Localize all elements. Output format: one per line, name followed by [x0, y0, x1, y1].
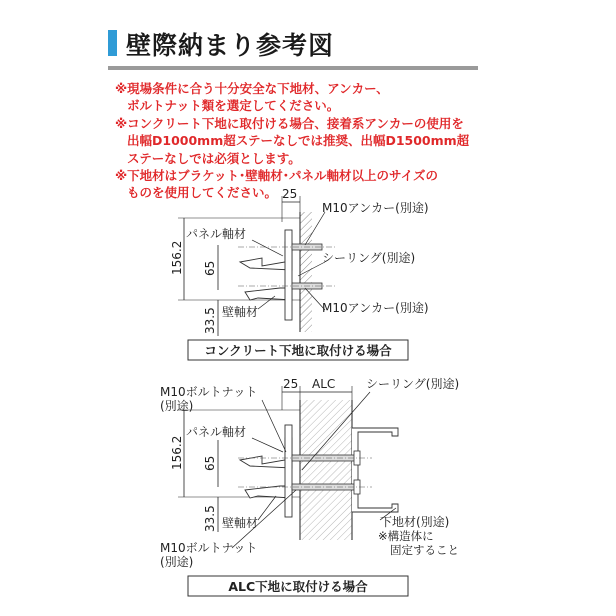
label-bolt-top-line1: M10ボルトナット	[160, 385, 258, 399]
label-bolt-top-line2: (別途)	[160, 399, 194, 413]
caption-alc: ALC下地に取付ける場合	[228, 579, 368, 594]
substrate-channel	[352, 428, 398, 512]
note-line: ※下地材はブラケット･壁軸材･パネル軸材以上のサイズの	[115, 168, 439, 184]
panel-axis-profile	[240, 438, 292, 468]
panel-axis-profile	[240, 242, 292, 270]
alc-wall	[300, 400, 352, 540]
dim-label-25: 25	[282, 187, 298, 201]
label-structure-line1: ※構造体に	[378, 529, 434, 543]
label-anchor-top: M10アンカー(別途)	[322, 201, 429, 215]
label-sealing: シーリング(別途)	[366, 377, 460, 391]
label-wall-axis: 壁軸材	[222, 305, 259, 319]
label-structure-line2: 固定すること	[390, 543, 459, 557]
label-bolt-bottom-line1: M10ボルトナット	[160, 541, 258, 555]
bracket	[285, 230, 292, 320]
concrete-diagram	[170, 187, 429, 360]
note-line: 出幅D1000mm超ステーなしでは推奨、出幅D1500mm超	[127, 133, 470, 149]
dim-label-65: 65	[203, 455, 217, 471]
alc-diagram	[160, 376, 459, 596]
note-line: ボルトナット類を選定してください。	[127, 98, 340, 114]
dim-label-156-2: 156.2	[170, 240, 184, 275]
label-panel-axis: パネル軸材	[186, 425, 247, 439]
label-substrate: 下地材(別途)	[380, 515, 450, 529]
label-wall-axis: 壁軸材	[222, 516, 259, 530]
label-bolt-bottom-line2: (別途)	[160, 555, 194, 569]
dim-label-156-2: 156.2	[170, 435, 184, 470]
label-sealing: シーリング(別途)	[322, 251, 416, 265]
bracket	[285, 425, 292, 517]
note-line: ステーなしでは必須とします。	[127, 150, 301, 166]
note-line: ものを使用してください。	[127, 185, 278, 201]
leader-panel-axis	[252, 438, 283, 452]
leader-panel-axis	[252, 240, 283, 256]
dim-label-65: 65	[203, 260, 217, 276]
dim-label-33-5: 33.5	[203, 505, 217, 532]
dim-label-25: 25	[283, 377, 299, 391]
page-title: 壁際納まり参考図	[126, 31, 335, 60]
label-anchor-bottom: M10アンカー(別途)	[322, 301, 429, 315]
caption-concrete: コンクリート下地に取付ける場合	[204, 343, 392, 358]
label-panel-axis: パネル軸材	[186, 227, 247, 241]
dim-label-alc: ALC	[312, 377, 336, 391]
dim-label-33-5: 33.5	[203, 307, 217, 334]
note-line: ※現場条件に合う十分安全な下地材、アンカー、	[115, 81, 389, 96]
note-line: ※コンクリート下地に取付ける場合、接着系アンカーの使用を	[115, 115, 464, 131]
